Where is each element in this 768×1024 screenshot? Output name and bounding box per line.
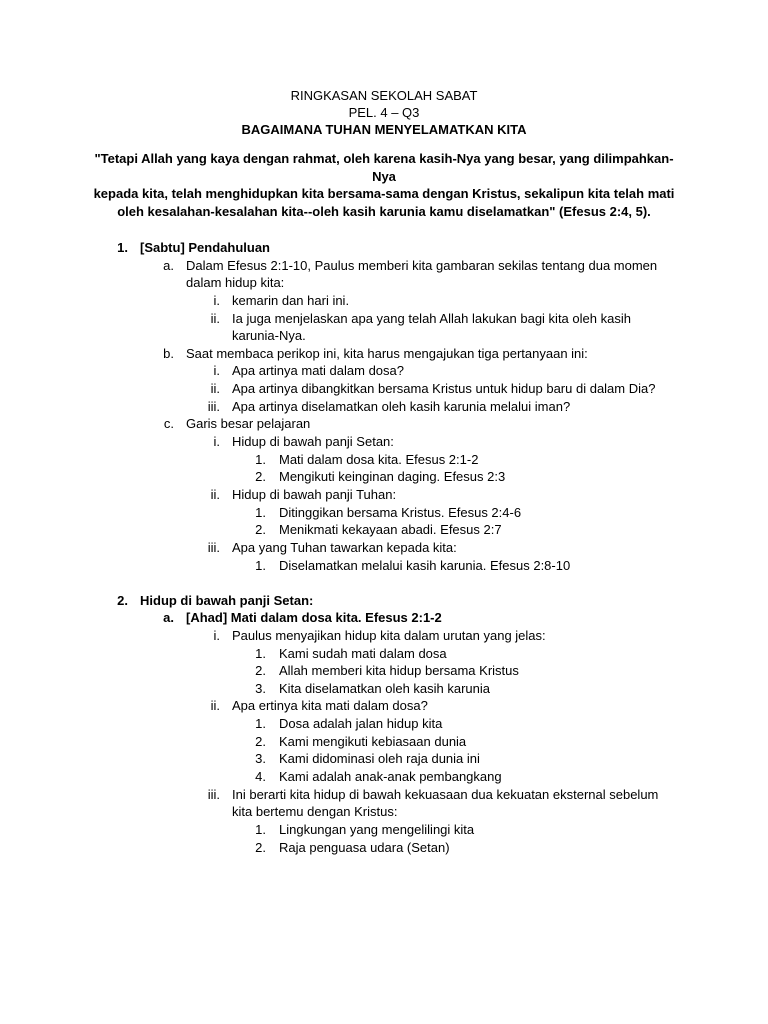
list-text: Lingkungan yang mengelilingi kita <box>279 822 475 837</box>
list-text: Garis besar pelajaran <box>186 416 311 431</box>
list-marker: 2. <box>255 840 266 855</box>
list-marker: 1. <box>255 505 266 520</box>
list-text: Mati dalam dosa kita. Efesus 2:1-2 <box>279 452 479 467</box>
list-text: Ini berarti kita hidup di bawah kekuasaan dua kekuatan eksternal sebelum <box>232 787 659 802</box>
list-text: dalam hidup kita: <box>186 275 285 290</box>
list-marker: 2. <box>255 522 266 537</box>
list-text: Hidup di bawah panji Setan: <box>140 593 314 608</box>
list-marker: 2. <box>255 734 266 749</box>
list-text: Kami mengikuti kebiasaan dunia <box>279 734 467 749</box>
quote-line: "Tetapi Allah yang kaya dengan rahmat, oleh karena kasih-Nya yang besar, yang dilimpahkan-Nya <box>94 151 674 184</box>
quote-line: kepada kita, telah menghidupkan kita bersama-sama dengan Kristus, sekalipun kita telah mati <box>93 186 675 201</box>
list-text: Apa ertinya kita mati dalam dosa? <box>232 698 428 713</box>
list-text: Saat membaca perikop ini, kita harus mengajukan tiga pertanyaan ini: <box>186 346 588 361</box>
list-text: Dalam Efesus 2:1-10, Paulus memberi kita gambaran sekilas tentang dua momen <box>186 258 658 273</box>
list-marker: 2. <box>255 663 266 678</box>
list-text: Kami didominasi oleh raja dunia ini <box>279 751 480 766</box>
list-text: Allah memberi kita hidup bersama Kristus <box>279 663 519 678</box>
list-marker: i. <box>213 293 220 308</box>
list-text: Menikmati kekayaan abadi. Efesus 2:7 <box>279 522 502 537</box>
list-text: Dosa adalah jalan hidup kita <box>279 716 443 731</box>
list-text: Kami adalah anak-anak pembangkang <box>279 769 502 784</box>
list-text: Ditinggikan bersama Kristus. Efesus 2:4-6 <box>279 505 522 520</box>
list-marker: ii. <box>210 311 220 326</box>
list-text: kemarin dan hari ini. <box>232 293 350 308</box>
header-lesson-title: BAGAIMANA TUHAN MENYELAMATKAN KITA <box>241 122 527 137</box>
document-header <box>0 87 768 138</box>
list-text: Apa artinya diselamatkan oleh kasih karunia melalui iman? <box>232 399 571 414</box>
list-text: Ia juga menjelaskan apa yang telah Allah lakukan bagi kita oleh kasih <box>232 311 631 326</box>
list-marker: 1. <box>255 822 266 837</box>
list-text: Mengikuti keinginan daging. Efesus 2:3 <box>279 469 506 484</box>
list-marker: 1. <box>117 240 128 255</box>
list-marker: iii. <box>207 787 220 802</box>
list-marker: 1. <box>255 716 266 731</box>
list-marker: iii. <box>207 540 220 555</box>
list-marker: ii. <box>210 698 220 713</box>
list-text: Raja penguasa udara (Setan) <box>279 840 450 855</box>
list-text: Kita diselamatkan oleh kasih karunia <box>279 681 491 696</box>
list-marker: a. <box>163 258 174 273</box>
list-text: Hidup di bawah panji Tuhan: <box>232 487 397 502</box>
list-marker: 1. <box>255 452 266 467</box>
list-text: Kami sudah mati dalam dosa <box>279 646 447 661</box>
header-lesson-number: PEL. 4 – Q3 <box>348 105 420 120</box>
list-text: Paulus menyajikan hidup kita dalam urutan yang jelas: <box>232 628 546 643</box>
list-marker: 2. <box>117 593 128 608</box>
list-marker: 4. <box>255 769 266 784</box>
list-marker: ii. <box>210 487 220 502</box>
list-marker: 2. <box>255 469 266 484</box>
list-marker: ii. <box>210 381 220 396</box>
list-text: Apa artinya dibangkitkan bersama Kristus untuk hidup baru di dalam Dia? <box>232 381 656 396</box>
list-text: Apa yang Tuhan tawarkan kepada kita: <box>232 540 457 555</box>
list-marker: 1. <box>255 558 266 573</box>
list-text: [Ahad] Mati dalam dosa kita. Efesus 2:1-2 <box>186 610 442 625</box>
list-marker: c. <box>163 416 174 431</box>
list-marker: iii. <box>207 399 220 414</box>
list-text: karunia-Nya. <box>232 328 306 343</box>
list-text: Apa artinya mati dalam dosa? <box>232 363 404 378</box>
header-title: RINGKASAN SEKOLAH SABAT <box>290 88 478 103</box>
list-marker: i. <box>213 434 220 449</box>
list-marker: 1. <box>255 646 266 661</box>
list-text: kita bertemu dengan Kristus: <box>232 804 398 819</box>
list-marker: i. <box>213 628 220 643</box>
bible-quote <box>88 150 680 220</box>
list-marker: 3. <box>255 751 266 766</box>
list-text: Diselamatkan melalui kasih karunia. Efesus 2:8-10 <box>279 558 571 573</box>
list-marker: 3. <box>255 681 266 696</box>
quote-line: oleh kesalahan-kesalahan kita--oleh kasih karunia kamu diselamatkan" (Efesus 2:4, 5). <box>117 203 651 219</box>
list-text: [Sabtu] Pendahuluan <box>140 240 270 255</box>
list-marker: a. <box>163 610 174 625</box>
list-marker: b. <box>163 346 174 361</box>
list-marker: i. <box>213 363 220 378</box>
list-text: Hidup di bawah panji Setan: <box>232 434 394 449</box>
